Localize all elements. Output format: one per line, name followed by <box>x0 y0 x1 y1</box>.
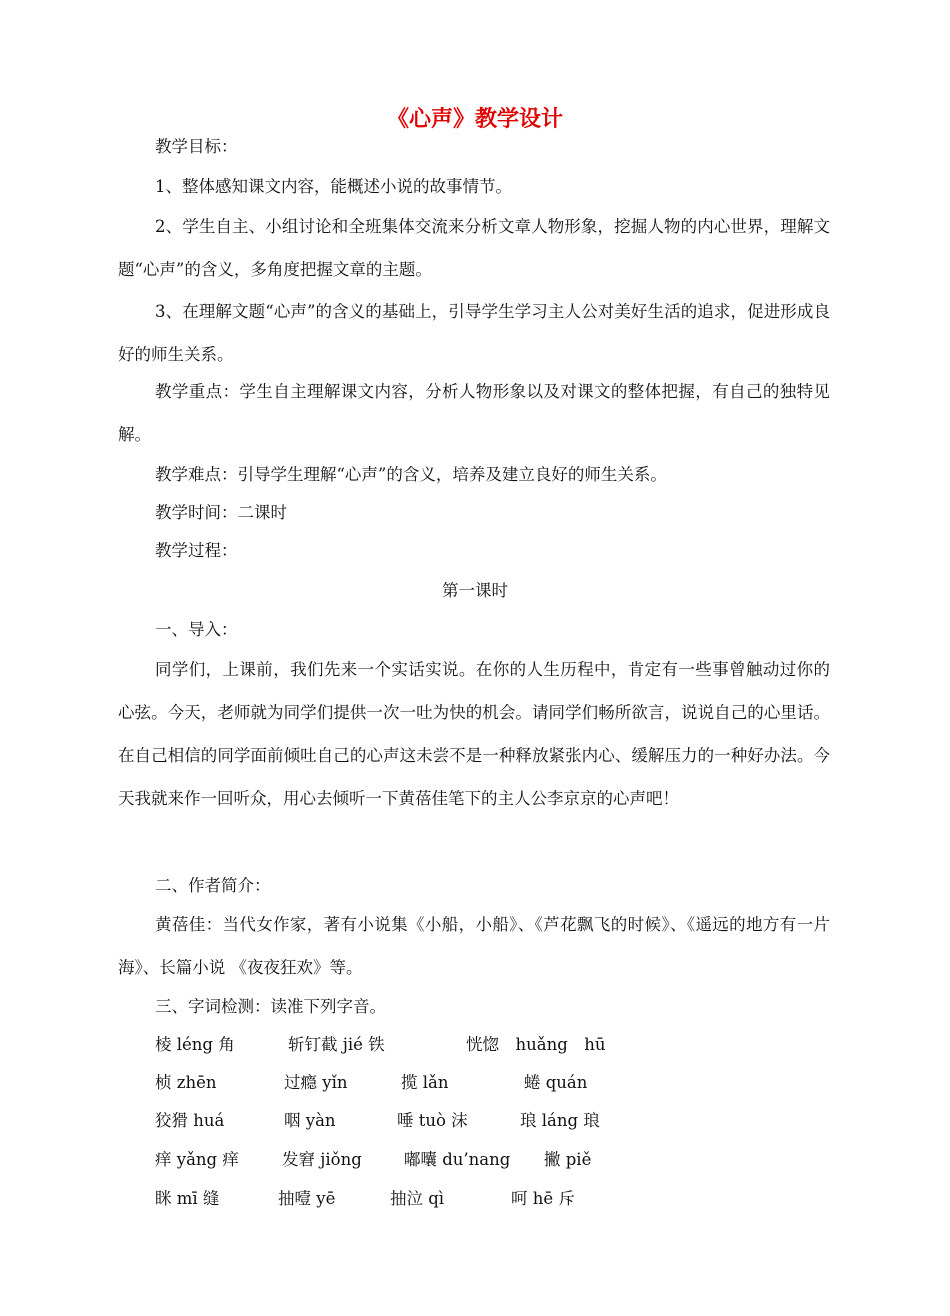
pinyin-item: 斩钉截 jié 铁 <box>288 1035 385 1054</box>
teaching-time: 教学时间：二课时 <box>155 503 287 522</box>
pinyin-item: 狡猾 huá <box>155 1111 225 1130</box>
section-2-body: 黄蓓佳：当代女作家，著有小说集《小船，小船》、《芦花飘飞的时候》、《遥远的地方有一片海》、长篇小说 《夜夜狂欢》等。 <box>118 915 830 977</box>
teaching-process: 教学过程： <box>155 541 238 560</box>
difficulty: 教学难点：引导学生理解“心声”的含义，培养及建立良好的师生关系。 <box>155 465 667 484</box>
pinyin-item: 痒 yǎng 痒 <box>155 1150 239 1169</box>
section-2-heading: 二、作者简介： <box>155 876 271 895</box>
section-1-heading: 一、导入： <box>155 620 238 639</box>
pinyin-item: 发窘 jiǒng <box>282 1150 362 1169</box>
pinyin-item: 嘟囔 du’nang <box>404 1150 511 1169</box>
objective-2: 2、学生自主、小组讨论和全班集体交流来分析文章人物形象，挖掘人物的内心世界，理解文题“心声”的含义，多角度把握文章的主题。 <box>118 217 830 279</box>
pinyin-item: 呵 hē 斥 <box>511 1189 575 1208</box>
lesson-title: 第一课时 <box>442 581 508 600</box>
pinyin-row <box>0 1180 950 1218</box>
pinyin-item: 咽 yàn <box>284 1111 336 1130</box>
pinyin-row <box>0 1026 950 1064</box>
pinyin-item: 过瘾 yǐn <box>284 1073 348 1092</box>
section-3-heading: 三、字词检测：读准下列字音。 <box>155 997 386 1016</box>
pinyin-item: 棱 léng 角 <box>155 1035 235 1054</box>
objective-1: 1、整体感知课文内容，能概述小说的故事情节。 <box>155 177 512 196</box>
pinyin-item: 唾 tuò 沫 <box>397 1111 468 1130</box>
pinyin-item: 眯 mī 缝 <box>155 1189 220 1208</box>
pinyin-item: 琅 láng 琅 <box>520 1111 600 1130</box>
key-point: 教学重点：学生自主理解课文内容，分析人物形象以及对课文的整体把握，有自己的独特见解。 <box>118 382 830 444</box>
pinyin-item: 蜷 quán <box>524 1073 588 1092</box>
pinyin-row <box>0 1141 950 1179</box>
pinyin-item: 撇 piě <box>544 1150 592 1169</box>
pinyin-item: 恍惚 huǎng hū <box>466 1035 606 1054</box>
pinyin-row <box>0 1064 950 1102</box>
pinyin-row <box>0 1102 950 1140</box>
pinyin-item: 抽噎 yē <box>278 1189 336 1208</box>
objectives-heading: 教学目标： <box>155 137 238 156</box>
pinyin-item: 桢 zhēn <box>155 1073 217 1092</box>
document-title: 《心声》教学设计 <box>386 107 563 132</box>
pinyin-item: 揽 lǎn <box>401 1073 449 1092</box>
section-1-body: 同学们，上课前，我们先来一个实话实说。在你的人生历程中，肯定有一些事曾触动过你的心弦。今天，老师就为同学们提供一次一吐为快的机会。请同学们畅所欲言，说说自己的心里话。在自己相信的同学面前倾吐自己的心声这未尝不是一种释放紧张内心、缓解压力的一种好办法。今天我就来作一回听众，用心去倾听一下黄蓓佳笔下的主人公李京京的心声吧！ <box>118 660 830 808</box>
pinyin-item: 抽泣 qì <box>390 1189 445 1208</box>
objective-3: 3、在理解文题“心声”的含义的基础上，引导学生学习主人公对美好生活的追求，促进形成良好的师生关系。 <box>118 302 830 364</box>
